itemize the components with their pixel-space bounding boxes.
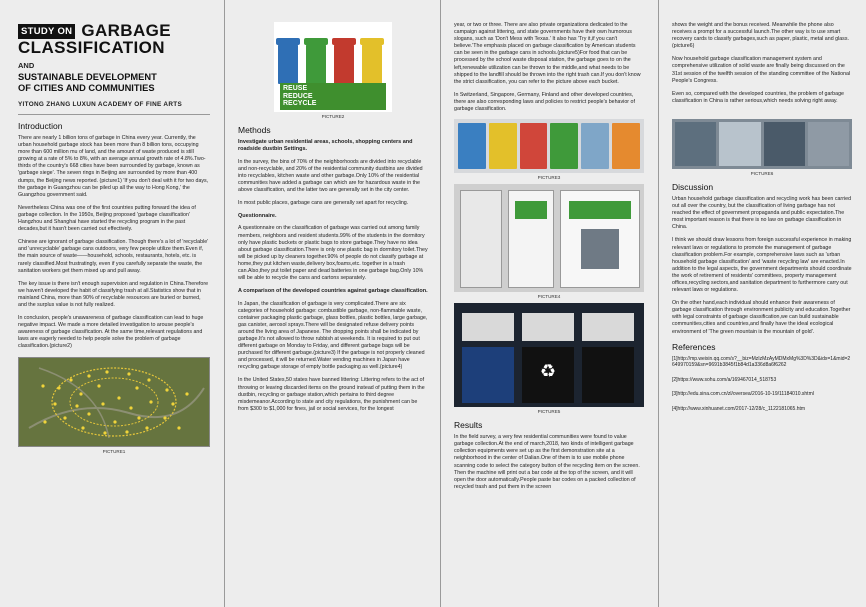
title-and: AND [18,61,35,70]
picture5-school-bins-image [454,303,644,407]
methods-paragraph-2: In most public places, garbage cans are generally set apart for recycling. [238,200,409,207]
references-heading: References [672,341,716,352]
methods-subheading: Investigate urban residential areas, schools, shopping centers and roadside dustbin Settings. [238,139,413,153]
comparison-paragraph-japan: In Japan, the classification of garbage is very complicated.There are six categories of household garbage: combustible garbage, non-flammable waste, container packaging plastic garbage, glass bottles, plastic bottles, large garbage, gas canister, aerosol sprays.There will be designated refuse delivery points around the living area of Japanese. The dropping points shall be indicated by garbage.It's not allowed to throw rubbish at weekends. It is required to put out different garbage on Monday to Friday, and different garbage bags will be purchased for different garbage.(picture3) If the garbage is not properly cleaned and processed, it will be returned.Water vending machines in Japan have recycling garbage storage of empty bottle packaging as well.(picture4) [238,300,428,371]
discussion-heading: Discussion [672,181,714,192]
comparison-heading: A comparison of the developed countries against garbage classification. [238,288,428,295]
red-bin-icon [334,44,354,84]
discussion-paragraph-3: On the other hand,each individual should enhance their awareness of garbage classification through environment publicity and education.Together with legal constraints of garbage classification,we can build sustainable communities,cities and countries,and finally have the ideal ecological environment of 'The green mountain is the mountain of gold'. [672,300,851,335]
yellow-bin-icon [362,44,382,84]
methods-heading: Methods [238,125,271,135]
comparison-paragraph-usa: In the United States,50 states have banned littering: Littering refers to the act of throwing or leaving discarded items on the ground instead of putting them in the dustbin, recycling or garbage station,which pertains to third degree misdemeanor.According to state and city regulations, the punishment can be from $300 to $1,000 for fines, jail or social services, for the longest [238,377,425,412]
intro-paragraph-1: There are nearly 1 billion tons of garbage in China every year. Currently, the urban household garbage stock has been more than 8 billion tons, occupying more than 600 million mu of land, and the amount of waste produced is still growing at a rate of 5% to 8%, with an average annual growth rate of 4.8%.Two-thirds of the country's 668 cities have been surrounded by garbage, known as 'garbage siege'. The seven rings in Beijing are surrounded by more than 400 dumps, the Beijing news reported. (picture1) 'If you don't deal with it for two days, the garbage in Guangzhou can be piled up all the way to Hong Kong,' the Guangzhou government said. [18,135,209,198]
title-block [18,22,210,115]
column4-paragraph-2: Now household garbage classification management system and comprehensive utilization of solid waste are finally being discussed on the 31st session of the twelfth session of the standing committee of the National People's Congress. [672,56,851,84]
picture4-caption: PICTURE4 [537,294,561,300]
picture3-caption: PICTURE3 [537,175,561,181]
column-3 [454,0,644,607]
column-divider [658,0,659,607]
picture6-smart-recycling-image [672,119,852,169]
column-4 [672,0,852,607]
reference-2: [2]https://www.sohu.com/a/169467014_518753 [672,376,777,383]
recycle-icon: ♻ [539,361,557,382]
column3-paragraph-2: In Switzerland, Singapore, Germany, Finland and other developed countries, there are also corresponding laws and policies to restrict people's behavior of garbage classification. [454,91,635,113]
title-line2: CLASSIFICATION [18,38,165,57]
column4-paragraph-1: shows the weight and the bonus received. Meanwhile the phone also receives a prompt for a successful launch.The other way is to use smart recovery cards to classify garbages,such as paper, plastic, metal and glass.(picture6) [672,22,849,50]
reference-4: [4]http://www.xinhuanet.com/2017-12/28/c_1122181065.htm [672,406,806,412]
column-1 [18,0,210,607]
title-badge: STUDY ON [18,24,75,39]
results-heading: Results [454,420,483,431]
column-divider [440,0,441,607]
column-divider [224,0,225,607]
subtitle-line2: OF CITIES AND COMMUNITIES [18,82,155,93]
picture2-caption: PICTURE2 [321,114,345,119]
blue-bin-icon [278,44,298,84]
picture2-recycle-bins-image [274,22,392,112]
picture1-map-image [18,357,210,447]
picture1-caption: PICTURE1 [102,448,126,454]
methods-paragraph-1: In the survey, the bins of 70% of the neighborhoods are divided into recyclable and non-recyclable, and 20% of the residential community dustbins are divided into recyclables, kitchen waste and other garbage.Only 10% of the residential communities have added a garbage can which are for hazardous waste in the above classification, and the latter two are generally set in the city center. [238,158,423,193]
picture5-caption: PICTURE5 [537,409,561,415]
subtitle-line1: SUSTAINABLE DEVELOPMENT [18,72,157,82]
reference-3: [3]http://edu.sina.com.cn/zl/oversea/2016-10-19/11184010.shtml [672,391,814,398]
title-line1: GARBAGE [81,21,172,40]
results-paragraph: In the field survey, a very few residential communities were found to value garbage collection.At the end of march,2018, two kinds of intelligent garbage collection equipments were set up as the first demonstration site at a neighborhood in the center of Dalian.One of them is to use mobile phone scanning code to select the category button of the recycling item on the screen. Then the machine will print out a bar code at the top of the screen, and it will open the door automatically.People paste bar codes on a packed collection of recycled trash and put them in the screen [454,434,640,490]
green-bin-icon [306,44,326,84]
title-divider [18,114,210,115]
column3-paragraph-1: year, or two or three. There are also private organizations dedicated to the campaign against littering, and state governments have their own humorous slogans, such as 'Don't Mess with Texas.' It also has 'Try it,if you can't believe.'The emphasis placed on garbage classification by American students can be seen in the garbage cans in schools.(picture5)For food that can be processed by the school waste disposal station, the garbage goes to on the left,renewable utilization can be thrown to the middle,and what needs to be shipped to the landfill should be thrown into the right trash can.If you don't know the strict classification, you can refer to the picture above each bucket. [454,22,641,85]
questionnaire-paragraph: A questionnaire on the classification of garbage was carried out among family members, neighbors and resident students.99% of the students in the dormitory only have plastic buckets or plastic bags to store garbage.They have no idea about garbage classification.There is only one plastic bag in dormitory toilet.They will be picked up by cleaners together.90% of people do not classify garbage at home,they put kitchen waste,delivery box,foams,etc. together in a trash can.Also,they put toilet paper and dead batteries in one garbage bag.Only 10% will be able to recycle the cans and cartons separately. [238,225,428,282]
introduction-heading: Introduction [18,121,63,131]
picture3-japan-bins-image [454,119,644,173]
discussion-paragraph-2: I think we should draw lessons from foreign successful experience in making relevant laws or regulations to promote the management of garbage classification problem.For example, comprehensive laws such as 'urban household garbage classification' and 'waste recycling law' are enacted.In addition to the legal aspects, the government departments should coordinate the work of retirement of residents' committees, property management offices,recycling sectors,and sanitation department to furthermore carry out relevant laws or regulations. [672,237,852,294]
intro-paragraph-4: The key issue is there isn't enough supervision and regulation in China.Therefore we haven't developed the habit of classifying trash at all.Statistics show that in mainland China, more than 90% of recyclable resources are buried or burned, and the surplus value is not fully realized. [18,280,209,308]
map-dumps-graphic [19,358,209,446]
slogan-text: REUSE REDUCE RECYCLE [280,83,386,110]
intro-paragraph-5: In conclusion, people's unawareness of garbage classification can lead to huge negative impact. We made a more detailed investigation to arouse people's awareness of garbage classification. At the same time,relevant regulations and laws are eagerly needed to help people solve the problem of garbage classification.(picture2) [18,315,204,350]
intro-paragraph-2: Nevertheless China was one of the first countries putting forward the idea of garbage collection. In the 1950s, Beijing proposed 'garbage classification' Hangzhou and Shanghai have started the recycling program in the past decades,but it hasn't been carried out effectively. [18,204,196,233]
reference-1: [1]http://mp.weixin.qq.com/s?__biz=MzIzMzAyMDMxMg%3D%3D&idx=1&mid=2649970159&sn=9691b3845f1b84d1a336d8a6f6262 [672,355,851,369]
author-line: YITONG ZHANG LUXUN ACADEMY OF FINE ARTS [18,101,183,108]
discussion-paragraph-1: Urban household garbage classification and recycling work has been carried out all over the country, but the classification of living garbage has not reached the effect of government propaganda and public expectation.The most important reason is that there is no law on garbage classification in China. [672,195,852,231]
column-2 [238,0,428,607]
picture6-caption: PICTURE6 [750,170,774,176]
column4-paragraph-3: Even so, compared with the developed countries, the problem of garbage classification in China is rather serious,which needs solving right away. [672,90,844,104]
intro-paragraph-3: Chinese are ignorant of garbage classification. Though there's a lot of 'recyclable' and 'unrecyclable' garbage cans outdoors, very few people utilize them.Even if, the main source of waste——household, schools, restaurants, hotels, etc. is rarely classified.Most frustratingly, even if you carefully separate the waste, the sanitation workers get them mixed up and pull away. [18,239,209,274]
picture4-vending-recycle-image [454,184,644,292]
questionnaire-heading: Questionnaire. [238,213,277,220]
